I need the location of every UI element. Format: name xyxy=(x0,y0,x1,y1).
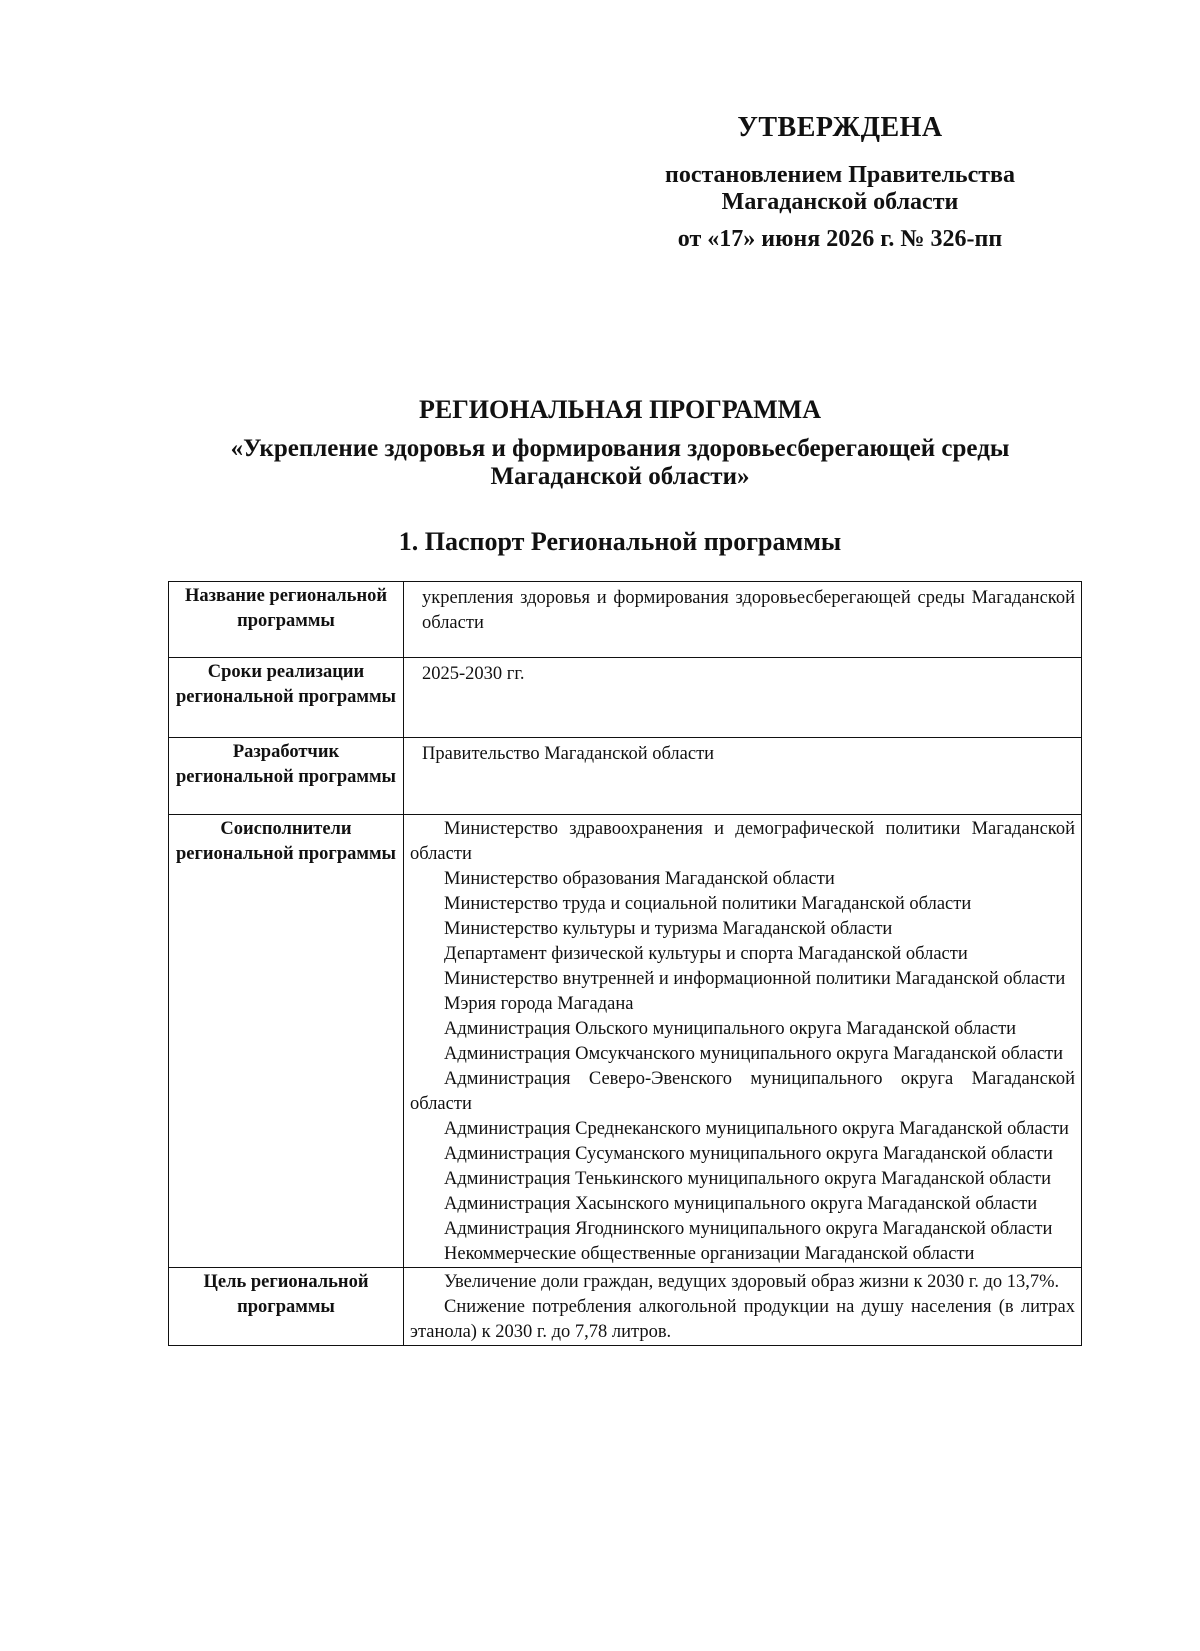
passport-row-name xyxy=(169,582,1082,658)
coexecutor-item: Администрация Сусуманского муниципального округа Магаданской области xyxy=(444,1144,1053,1164)
row-value-coexecutors xyxy=(404,815,1082,1268)
coexecutor-item: Администрация Северо-Эвенского муниципального округа Магаданской области xyxy=(410,1069,1075,1114)
passport-row-developer xyxy=(169,738,1082,815)
coexecutor-item: Министерство культуры и туризма Магаданской области xyxy=(444,919,893,939)
row-label-period: Сроки реализации региональной программы xyxy=(169,658,404,738)
coexecutor-item: Министерство труда и социальной политики Магаданской области xyxy=(444,894,972,914)
passport-row-goal xyxy=(169,1268,1082,1346)
passport-row-period xyxy=(169,658,1082,738)
program-title: РЕГИОНАЛЬНАЯ ПРОГРАММА xyxy=(419,395,821,424)
row-label-name: Название региональной программы xyxy=(169,582,404,658)
program-title-block xyxy=(160,395,1080,557)
coexecutor-item: Администрация Тенькинского муниципального округа Магаданской области xyxy=(444,1169,1051,1189)
approval-date-number: от «17» июня 2026 г. № 326-пп xyxy=(677,226,1003,252)
coexecutor-item: Министерство здравоохранения и демографической политики Магаданской области xyxy=(410,819,1075,864)
coexecutor-item: Администрация Омсукчанского муниципального округа Магаданской области xyxy=(444,1044,1064,1064)
program-subtitle-line-1: «Укрепление здоровья и формирования здоровьесберегающей среды xyxy=(230,435,1010,462)
coexecutor-item: Администрация Среднеканского муниципального округа Магаданской области xyxy=(444,1119,1069,1139)
coexecutor-item: Некоммерческие общественные организации Магаданской области xyxy=(444,1244,975,1264)
coexecutor-item: Министерство внутренней и информационной политики Магаданской области xyxy=(444,969,1066,989)
coexecutor-item: Министерство образования Магаданской области xyxy=(444,869,835,889)
program-subtitle-line-2: Магаданской области» xyxy=(490,463,750,490)
approval-heading: УТВЕРЖДЕНА xyxy=(737,112,943,143)
row-value-name xyxy=(404,582,1082,658)
program-subtitle xyxy=(160,435,1080,491)
row-value-period xyxy=(404,658,1082,738)
goal-item: Увеличение доли граждан, ведущих здоровый образ жизни к 2030 г. до 13,7%. xyxy=(444,1272,1060,1292)
row-label-developer: Разработчик региональной программы xyxy=(169,738,404,815)
approval-stamp-block xyxy=(610,112,1070,253)
coexecutor-item: Департамент физической культуры и спорта Магаданской области xyxy=(444,944,968,964)
row-label-goal: Цель региональной программы xyxy=(169,1268,404,1346)
coexecutor-item: Администрация Ольского муниципального округа Магаданской области xyxy=(444,1019,1017,1039)
coexecutor-item: Администрация Хасынского муниципального округа Магаданской области xyxy=(444,1194,1038,1214)
row-value-period-text: 2025-2030 гг. xyxy=(422,664,525,684)
row-label-coexecutors: Соисполнители региональной программы xyxy=(169,815,404,1268)
goal-item: Снижение потребления алкогольной продукции на душу населения (в литрах этанола) к 2030 г. до 7,78 литров. xyxy=(410,1297,1075,1342)
row-value-developer xyxy=(404,738,1082,815)
coexecutor-item: Администрация Ягоднинского муниципального округа Магаданской области xyxy=(444,1219,1053,1239)
approval-line-2: Магаданской области xyxy=(721,189,959,215)
row-value-name-text: укрепления здоровья и формирования здоровьесберегающей среды Магаданской области xyxy=(422,588,1075,633)
passport-table xyxy=(168,581,1082,1346)
row-value-goal xyxy=(404,1268,1082,1346)
coexecutor-item: Мэрия города Магадана xyxy=(444,994,634,1014)
row-value-developer-text: Правительство Магаданской области xyxy=(422,744,715,764)
approval-line-1: постановлением Правительства xyxy=(664,162,1015,188)
section-heading: 1. Паспорт Региональной программы xyxy=(398,527,842,556)
passport-row-coexecutors xyxy=(169,815,1082,1268)
